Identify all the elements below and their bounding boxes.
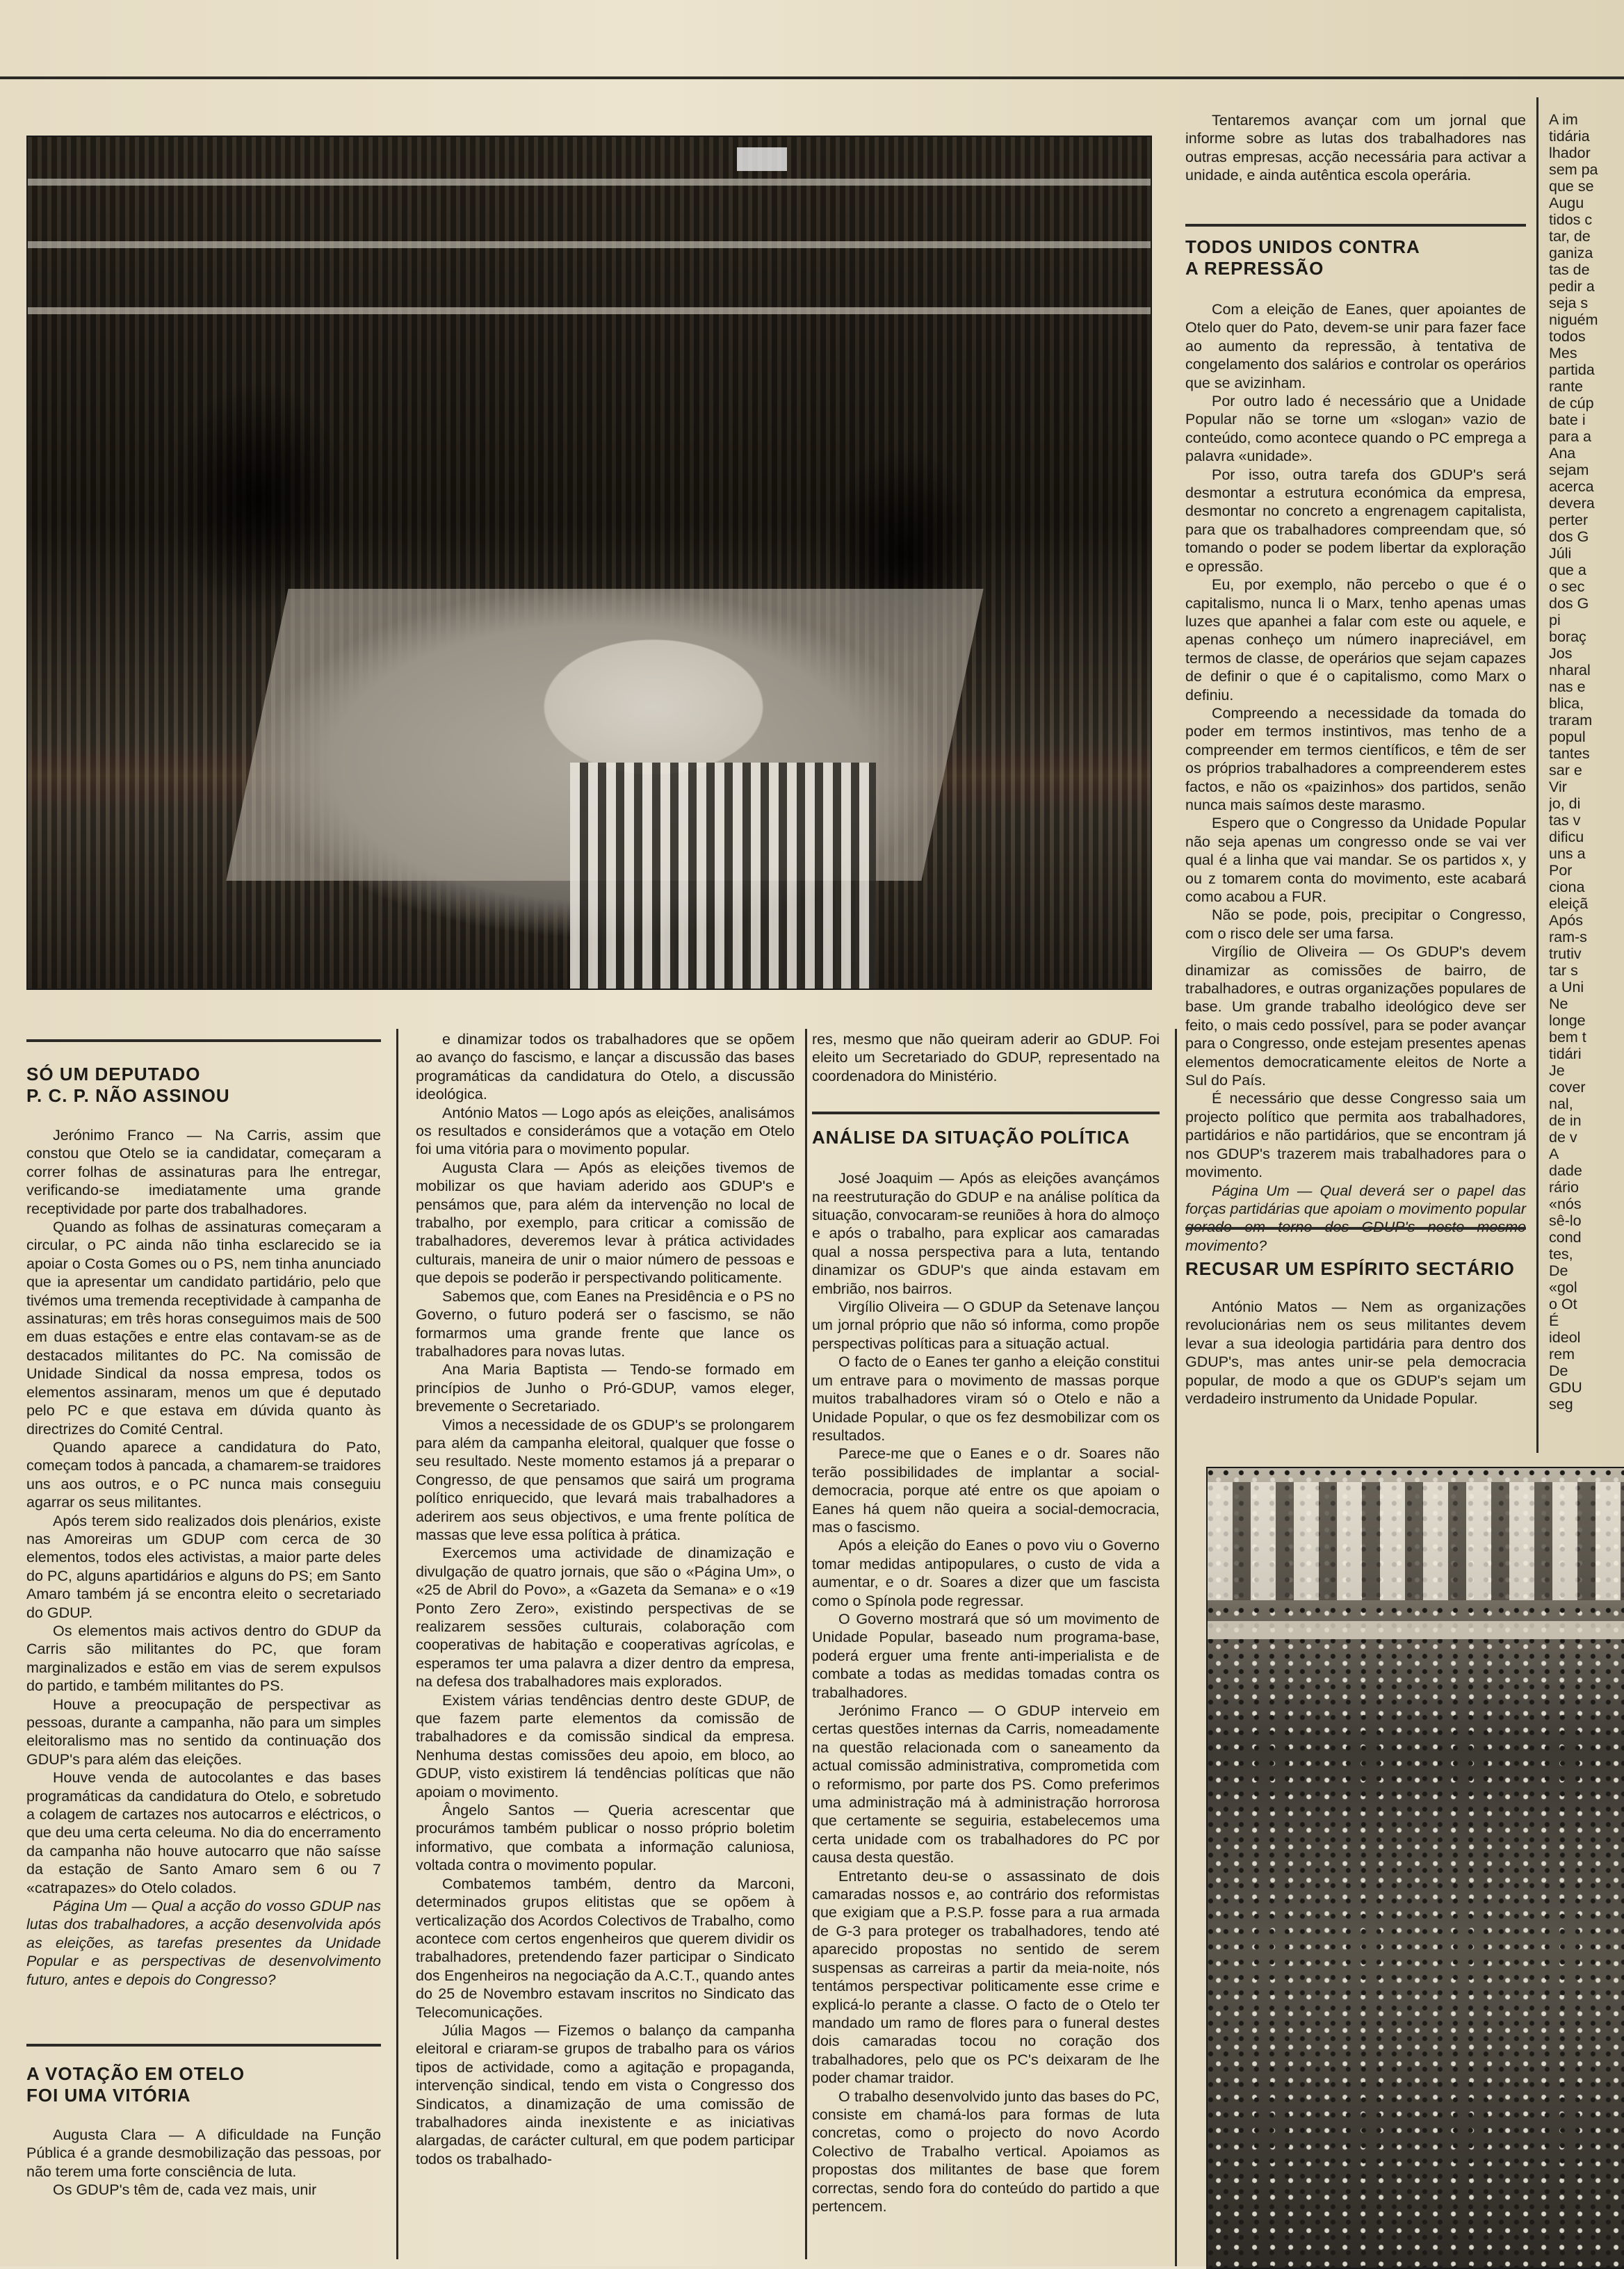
tape-mark [737, 147, 787, 171]
cutoff-line: Após [1549, 912, 1584, 929]
cutoff-line: de v [1549, 1129, 1577, 1146]
paragraph: Por outro lado é necessário que a Unidade Popular não se torne um «slogan» vazio de conteúdo, como acontece quando o PC emprega a palavra «unidade». [1185, 393, 1526, 465]
cutoff-line: ciona [1549, 879, 1585, 895]
cutoff-line: tidos c [1549, 211, 1593, 228]
section-todos-unidos [1185, 236, 1526, 1255]
column-middle [416, 1030, 795, 2168]
cutoff-line: seja s [1549, 295, 1589, 311]
cutoff-line: que a [1549, 562, 1586, 578]
paragraph: e dinamizar todos os trabalhadores que se opõem ao avanço do fascismo, e lançar a discussão das bases programáticas da candidatura do Otelo, a discussão ideológica. [416, 1031, 795, 1103]
cutoff-line: É [1549, 1312, 1559, 1329]
cutoff-line: partida [1549, 361, 1595, 378]
cutoff-line: de cúp [1549, 395, 1594, 412]
cutoff-line: Ana [1549, 445, 1576, 462]
section-rule [1185, 224, 1526, 227]
section-analise [812, 1112, 1160, 1148]
paragraph: Os GDUP's têm de, cada vez mais, unir [53, 2181, 317, 2199]
shelf-line [28, 179, 1151, 186]
cutoff-line: tantes [1549, 745, 1590, 762]
column-third [812, 1030, 1160, 2215]
cutoff-line: cond [1549, 1229, 1582, 1246]
cutoff-line: tas v [1549, 812, 1581, 829]
paragraph: Augusta Clara — A dificuldade na Função Pública é a grande desmobilização das pessoas, por não terem uma forte consciência de luta. [26, 2126, 381, 2180]
top-rule [0, 76, 1624, 79]
paragraph: Exercemos uma actividade de dinamização e divulgação de quatro jornais, que são o «Página Um», o «25 de Abril do Povo», a «Gazeta da Semana» e o «19 Ponto Zero Zero», existindo perspectivas de se realizarem sessões culturais, colaboração com cooperativas de habitação e cooperativas agrícolas, e esperamos ter uma palavra a dizer dentro da empresa, na defesa dos trabalhadores mais explorados. [416, 1545, 795, 1691]
paragraph: Entretanto deu-se o assassinato de dois camaradas nossos e, ao contrário dos reformistas que exigiam que a P.S.P. fosse para a rua armada de G-3 para proteger os trabalhadores, tendo até aparecido propostas no sentido de serem suspensas as carreiras a partir da meia-noite, nós tentámos perspectivar politicamente esse crime e explicá-lo perante a classe. O facto de o Otelo ter mandado um ramo de flores para o funeral destes dois camaradas tocou no coração dos trabalhadores, pelo que os PC's deixaram de lhe poder chamar traidor. [812, 1867, 1160, 2087]
paragraph: Com a eleição de Eanes, quer apoiantes de Otelo quer do Pato, devem-se unir para fazer face ao aumento da repressão, à tentativa de congelamento dos salários e controlar os operários que se avizinham. [1185, 301, 1526, 391]
section-rule [1185, 1227, 1526, 1230]
paragraph: Após a eleição do Eanes o povo viu o Governo tomar medidas antipopulares, o custo de vida a aumentar, e o dr. Soares a dizer que um fascista como o Spínola pode regressar. [812, 1537, 1160, 1609]
paragraph: Augusta Clara — Após as eleições tivemos de mobilizar os que haviam aderido aos GDUP's e pensámos que, para além da intervenção no local de trabalho, por exemplo, para criticar a comissão de trabalhadores, deveremos levar à prática actividades culturais, maneira de unir o maior número de pessoas e que depois se poderão ir perspectivando politicamente. [416, 1159, 795, 1287]
section-title [1185, 236, 1526, 279]
cutoff-line: dos G [1549, 595, 1589, 612]
paragraph: Após terem sido realizados dois plenários, existe nas Amoreiras um GDUP com cerca de 30 elementos, todos eles activistas, a maior parte deles do PC, alguns apartidários e alguns do PS; em Santo Amaro também já se encontra eleito o secretariado do GDUP. [26, 1512, 381, 1621]
paragraph: Vimos a necessidade de os GDUP's se prolongarem para além da campanha eleitoral, qualquer que fosse o seu resultado. Neste momento estamos já a preparar o Congresso, de que pensamos que sairá um programa político enriquecido, que levará mais trabalhadores a aderirem aos seus objectivos, e uma frente política de massas que leve essa política à prática. [416, 1416, 795, 1543]
section-title-line: TODOS UNIDOS CONTRA [1185, 236, 1420, 257]
building-arches [1208, 1482, 1624, 1600]
cutoff-line: boraç [1549, 628, 1586, 645]
cutoff-line: que se [1549, 178, 1594, 195]
paragraph: Combatemos também, dentro da Marconi, determinados grupos elitistas que se opõem à verticalização dos Acordos Colectivos de Trabalho, como acontece com certos engenheiros que querem dividir os trabalhadores, pretendendo fazer participar o Sindicato dos Engenheiros na negociação da A.C.T., quando antes do 25 de Novembro estavam inscritos no Sindicato das Telecomunicações. [416, 1875, 795, 2021]
paragraph: Existem várias tendências dentro deste GDUP, de que fazem parte elementos da comissão de trabalhadores e da comissão sindical da empresa. Nenhuma destas comissões deu apoio, em bloco, ao GDUP, visto existirem lá tendências políticas que não apoiam o movimento. [416, 1691, 795, 1800]
paragraph: Os elementos mais activos dentro do GDUP da Carris são militantes do PC, que foram marginalizados e estão em vias de serem expulsos do partido, e também militantes do PS. [26, 1622, 381, 1695]
paragraph: Jerónimo Franco — O GDUP interveio em certas questões internas da Carris, nomeadamente na questão relacionada com o saneamento da actual comissão administrativa, comprometida com o reformismo, por parte dos PS. Como preferimos uma administração má à administração horrorosa que certamente se seguiria, estabelecemos uma certa unidade com os trabalhadores do PC por causa desta questão. [812, 1702, 1160, 1867]
cutoff-line: lhador [1549, 145, 1591, 161]
cutoff-line: cover [1549, 1079, 1586, 1096]
cutoff-line: dos G [1549, 528, 1589, 545]
paragraph: O Governo mostrará que só um movimento de Unidade Popular, baseado num programa-base, poderá erguer uma frente anti-imperialista e de combate a todas as medidas tomadas contra os trabalhadores. [812, 1610, 1160, 1701]
cutoff-line: Je [1549, 1062, 1565, 1079]
cutoff-line: A im [1549, 111, 1578, 128]
shelf-line [28, 241, 1151, 248]
cutoff-line: de in [1549, 1112, 1582, 1129]
cutoff-line: traram [1549, 712, 1593, 729]
cutoff-line: tar s [1549, 962, 1578, 979]
paragraph: O facto de o Eanes ter ganho a eleição constitui um entrave para o movimento de massas porque muitos trabalhadores viram só o Otelo e não a Unidade Popular, o que os fez desmobilizar com os resultados. [812, 1353, 1160, 1444]
section-title: RECUSAR UM ESPÍRITO SECTÁRIO [1185, 1258, 1515, 1279]
paragraph: António Matos — Nem as organizações revolucionárias nem os seus militantes devem levar a sua ideologia partidária para dentro dos GDUP's, mas antes unir-se pela democracia popular, de modo a que os GDUP's sejam um verdadeiro instrumento da Unidade Popular. [1185, 1299, 1526, 1408]
section-rule [26, 1039, 381, 1042]
cutoff-line: Júli [1549, 545, 1572, 562]
cutoff-line: para a [1549, 428, 1591, 445]
cutoff-line: sê-lo [1549, 1212, 1582, 1229]
shelf-line [28, 307, 1151, 314]
column-divider [1536, 97, 1538, 1453]
paragraph: Ana Maria Baptista — Tendo-se formado em princípios de Junho o Pró-GDUP, vamos eleger, brevemente o Secretariado. [416, 1361, 795, 1415]
cutoff-line: uns a [1549, 845, 1586, 862]
cutoff-line: rem [1549, 1346, 1575, 1363]
cutoff-line: devera [1549, 495, 1595, 512]
paragraph: Parece-me que o Eanes e o dr. Soares não terão possibilidades de implantar a social-democracia, porque até entre os que apoiam o Eanes há quem não queira a social-democracia, mas o fascismo. [812, 1445, 1160, 1536]
cutoff-line: trutiv [1549, 945, 1582, 962]
cutoff-line: ganiza [1549, 245, 1593, 261]
meeting-photo [26, 136, 1152, 990]
section-deputado [26, 1064, 381, 1989]
striped-shirt [570, 763, 876, 989]
cutoff-line: blica, [1549, 695, 1584, 712]
cutoff-line: Vir [1549, 779, 1567, 795]
cutoff-line: todos [1549, 328, 1586, 345]
paragraph: Sabemos que, com Eanes na Presidência e o PS no Governo, o futuro poderá ser o fascismo, se não formarmos uma grande frente que lance os trabalhadores para novas lutas. [416, 1287, 795, 1360]
cutoff-line: bem t [1549, 1029, 1586, 1046]
paragraph: Virgílio Oliveira — O GDUP da Setenave lançou um jornal próprio que não só informa, como propõe perspectivas políticas para a situação actual. [812, 1299, 1160, 1352]
cutoff-line: nharal [1549, 662, 1591, 678]
cutoff-line: eleiçã [1549, 895, 1589, 912]
cutoff-line: longe [1549, 1012, 1586, 1029]
cutoff-line: «gol [1549, 1279, 1577, 1296]
section-votacao [26, 2063, 381, 2199]
cutoff-line: GDU [1549, 1379, 1582, 1396]
paragraph: António Matos — Logo após as eleições, analisámos os resultados e considerámos que a votação em Otelo foi uma vitória para o movimento popular. [416, 1104, 795, 1158]
column-divider [805, 1029, 807, 2259]
cutoff-line: pedir a [1549, 278, 1595, 295]
cutoff-line: tas de [1549, 261, 1590, 278]
cutoff-line: rante [1549, 378, 1584, 395]
cutoff-line: De [1549, 1262, 1568, 1279]
paragraph: res, mesmo que não queiram aderir ao GDUP. Foi eleito um Secretariado do GDUP, representado na coordenadora do Ministério. [812, 1031, 1160, 1084]
cutoff-line: tes, [1549, 1246, 1573, 1262]
section-title-line: FOI UMA VITÓRIA [26, 2085, 191, 2106]
paragraph: Júlia Magos — Fizemos o balanço da campanha eleitoral e criaram-se grupos de trabalho para os vários tipos de actividade, como a agitação e propaganda, intervenção sindical, tendo em vista o Congresso dos Sindicatos, a dinamização de uma comissão de trabalhadores ainda inexistente e as iniciativas alargadas, de carácter cultural, em que podem participar todos os trabalhado- [416, 2022, 795, 2168]
cutoff-line: «nós [1549, 1196, 1582, 1212]
section-recusar [1185, 1258, 1526, 1408]
section-title-line: P. C. P. NÃO ASSINOU [26, 1085, 230, 1106]
cutoff-line: popul [1549, 729, 1586, 745]
cutoff-line: dade [1549, 1162, 1582, 1179]
protest-banner [1208, 1621, 1624, 1639]
cutoff-line: sem pa [1549, 161, 1598, 178]
cutoff-line: De [1549, 1363, 1568, 1379]
cutoff-line: niguém [1549, 311, 1598, 328]
cutoff-line: Jos [1549, 645, 1573, 662]
cutoff-line: Mes [1549, 345, 1577, 361]
cutoff-line: pi [1549, 612, 1561, 628]
column-divider [396, 1029, 398, 2259]
intro-column-right [1185, 111, 1526, 185]
section-title [26, 1064, 381, 1107]
cutoff-line: o sec [1549, 578, 1585, 595]
paragraph: Por isso, outra tarefa dos GDUP's será desmontar a estrutura económica da empresa, desmontar no concreto a engrenagem capitalista, para que os trabalhadores compreendam que, só tomando o poder se podem libertar da exploração e opressão. [1185, 466, 1526, 575]
cutoff-line: nas e [1549, 678, 1586, 695]
paragraph: Virgílio de Oliveira — Os GDUP's devem dinamizar as comissões de bairro, de trabalhadores, e outras organizações populares de base. Um grande trabalho ideológico deve ser feito, o mais cedo possível, para se poder avançar para o Congresso, onde estejam presentes apenas elementos democraticamente eleitos de Norte a Sul do País. [1185, 943, 1526, 1089]
paragraph: Não se pode, pois, precipitar o Congresso, com o risco dele ser uma farsa. [1185, 906, 1526, 942]
cutoff-line: nal, [1549, 1096, 1573, 1112]
paragraph: Tentaremos avançar com um jornal que informe sobre as lutas dos trabalhadores nas outras empresas, acção necessária para activar a unidade, e ainda autêntica escola operária. [1185, 112, 1526, 184]
cutoff-line: Por [1549, 862, 1573, 879]
cutoff-line: o Ot [1549, 1296, 1577, 1312]
cutoff-line: Augu [1549, 195, 1584, 211]
paragraph: Jerónimo Franco — Na Carris, assim que constou que Otelo se ia candidatar, começaram a correr folhas de assinaturas para lhe entregar, verificando-se imediatamente uma grande receptividade por parte dos trabalhadores. [26, 1127, 381, 1217]
cutoff-line: a Uni [1549, 979, 1584, 995]
paragraph: Eu, por exemplo, não percebo o que é o capitalismo, nunca li o Marx, tenho apenas umas luzes que apanhei a falar com este ou aquele, e apenas conheço um número inapreciável, em termos de classe, de operários que sejam capazes de definir o que é o capitalismo, como Marx o definiu. [1185, 576, 1526, 704]
crowd-photo [1206, 1467, 1624, 2269]
cutoff-line: ideol [1549, 1329, 1581, 1346]
section-rule [26, 2044, 381, 2047]
cutoff-line: bate i [1549, 412, 1586, 428]
cutoff-line: Ne [1549, 995, 1568, 1012]
section-title-line: SÓ UM DEPUTADO [26, 1064, 201, 1084]
cutoff-column [1549, 111, 1624, 1446]
cutoff-line: rário [1549, 1179, 1580, 1196]
paragraph: Espero que o Congresso da Unidade Popular não seja apenas um congresso onde se vai ver qual é a linha que vai mandar. Se os partidos x, y ou z tomarem conta do movimento, este acabará como acabou a FUR. [1185, 815, 1526, 905]
paragraph: Houve venda de autocolantes e das bases programáticas da candidatura do Otelo, e sobretudo a colagem de cartazes nos autocarros e eléctricos, o que deu uma certa celeuma. No dia do encerramento da campanha não houve autocarro que não saísse da estação de Santo Amaro sem 6 ou 7 «catrapazes» do Otelo colados. [26, 1769, 381, 1896]
section-title-line: A REPRESSÃO [1185, 258, 1324, 279]
paragraph: O trabalho desenvolvido junto das bases do PC, consiste em chamá-los para formas de luta concretas, como o projecto do novo Acordo Colectivo de Trabalho vertical. Apoiamos as propostas dos militantes de base que forem correctas, sendo fora do conteúdo do partido a que pertencem. [812, 2088, 1160, 2215]
paragraph: Houve a preocupação de perspectivar as pessoas, durante a campanha, não para um simples eleitoralismo mas no sentido da continuação dos GDUP's para além das eleições. [26, 1695, 381, 1768]
paragraph: É necessário que desse Congresso saia um projecto político que permita aos trabalhadores, partidários e não partidários, que se encontram já nos GDUP's trazerem mais trabalhadores para o movimento. [1185, 1090, 1526, 1181]
cutoff-line: tar, de [1549, 228, 1591, 245]
cutoff-line: perter [1549, 512, 1589, 528]
interview-question: Página Um — Qual a acção do vosso GDUP nas lutas dos trabalhadores, a acção desenvolvida após as eleições, as tarefas presentes da Unidade Popular e as perspectivas de desenvolvimento futuro, antes e depois do Congresso? [26, 1898, 381, 1988]
section-title: ANÁLISE DA SITUAÇÃO POLÍTICA [812, 1127, 1130, 1148]
cutoff-line: ram-s [1549, 929, 1587, 945]
cutoff-line: acerca [1549, 478, 1594, 495]
cutoff-line: tidári [1549, 1046, 1582, 1062]
column-divider [1175, 1029, 1177, 2266]
section-title-line: A VOTAÇÃO EM OTELO [26, 2063, 245, 2084]
paragraph: José Joaquim — Após as eleições avançámos na reestruturação do GDUP e na análise política da situação, convocaram-se reuniões à hora do almoço e após o trabalho, para explicar aos camaradas qual a nossa perspectiva para a luta, tentando dinamizar os GDUP's que ainda estavam em embrião, nos bairros. [812, 1170, 1160, 1297]
paragraph: Compreendo a necessidade da tomada do poder em termos instintivos, mas tenho de a compreender em termos científicos, e têm de ser os próprios trabalhadores a compreenderem estes factos, e não os «paizinhos» dos partidos, senão nunca mais saímos deste marasmo. [1185, 704, 1526, 813]
cutoff-line: jo, di [1549, 795, 1581, 812]
paragraph: Quando as folhas de assinaturas começaram a circular, o PC ainda não tinha esclarecido se ia apoiar o Costa Gomes ou o PS, nem tinha anunciado que ia apresentar um candidato partidário, pelo que tivémos uma tremenda receptividade à campanha de assinaturas; em três horas conseguimos mais de 500 em duas estações e entre elas contavam-se as de destacados militantes do PC. Na comissão de Unidade Sindical da nossa empresa, todos os elementos assinaram, menos um que é deputado pelo PC e que estava em dúvida quanto às directrizes do Comité Central. [26, 1219, 381, 1438]
cutoff-line: tidária [1549, 128, 1590, 145]
paragraph: Ângelo Santos — Queria acrescentar que procurámos também publicar o nosso próprio boletim informativo, que combata a informação caluniosa, voltada contra o movimento popular. [416, 1802, 795, 1874]
cutoff-line: A [1549, 1146, 1559, 1162]
paragraph: Quando aparece a candidatura do Pato, começam todos à pancada, a chamarem-se traidores uns aos outros, e o PC nunca mais conseguiu agarrar os seus militantes. [26, 1438, 381, 1511]
cutoff-line: sar e [1549, 762, 1582, 779]
cutoff-line: seg [1549, 1396, 1573, 1413]
cutoff-line: sejam [1549, 462, 1589, 478]
cutoff-line: dificu [1549, 829, 1584, 845]
interview-question: Página Um — Qual deverá ser o papel das forças partidárias que apoiam o movimento popular movimento? [1185, 1182, 1526, 1254]
section-title [26, 2063, 381, 2106]
